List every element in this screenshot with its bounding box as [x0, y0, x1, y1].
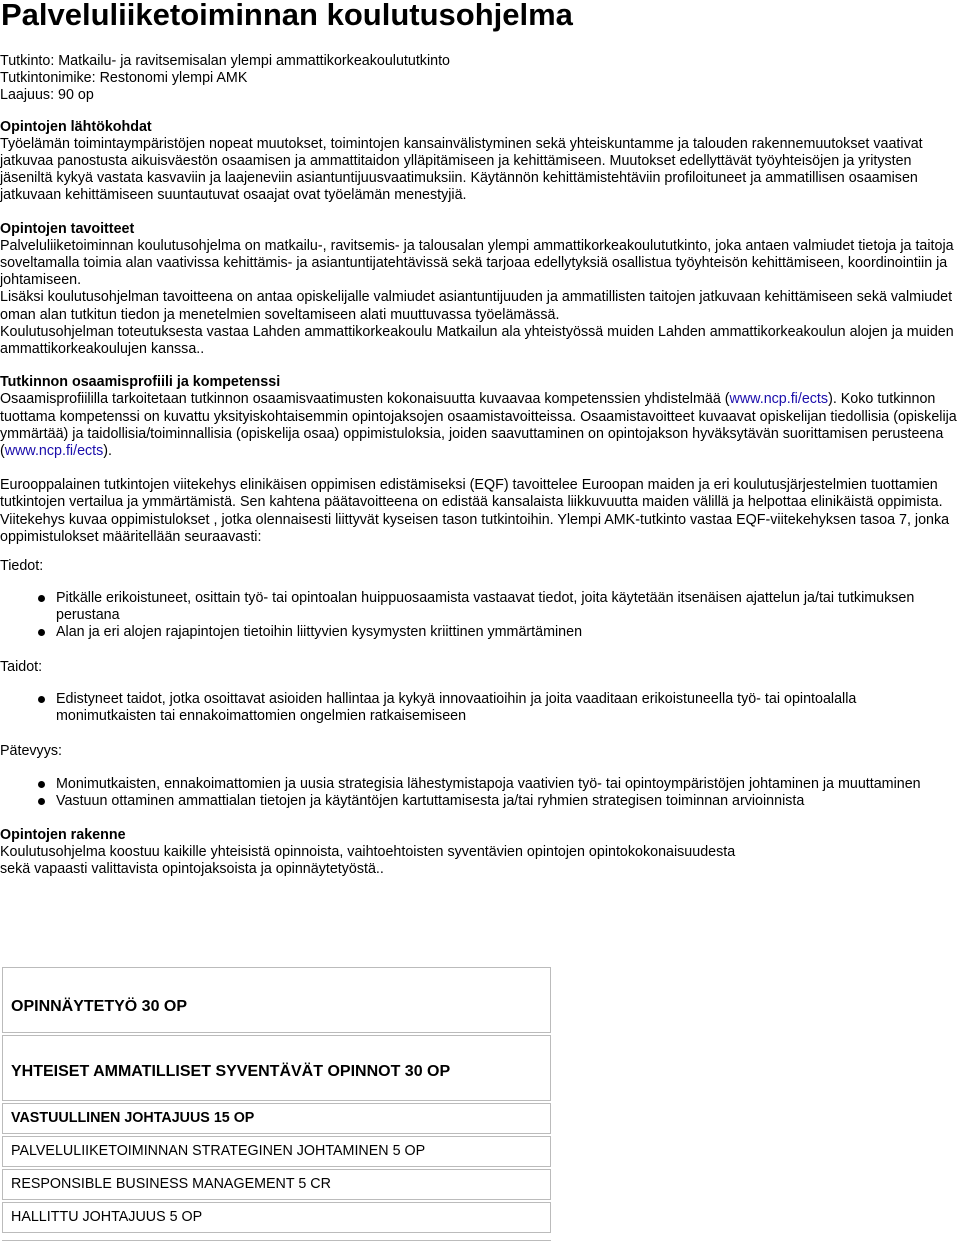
- list-item: Alan ja eri alojen rajapintojen tietoihin liittyvien kysymysten kriittinen ymmärtäminen: [0, 624, 958, 641]
- structure-line-2: sekä vapaasti valittavista opintojaksoista ja opinnäytetyöstä..: [0, 860, 384, 877]
- strategic-management-box: [2, 1136, 551, 1167]
- list-item: Vastuun ottaminen ammattialan tietojen ja käytäntöjen kartuttamisesta ja/tai ryhmien strategisen toiminnan arvioinnista: [0, 793, 958, 810]
- profile-text-c: ).: [103, 443, 113, 460]
- leadership-box: [2, 1103, 551, 1134]
- list-item: Monimutkaisten, ennakoimattomien ja uusia strategisia lähestymistapoja vaativien työ- tai opintoympäristöjen johtaminen ja muuttaminen: [0, 776, 958, 793]
- degree-name-line: Tutkintonimike: Restonomi ylempi AMK: [0, 70, 248, 87]
- leadership-label: VASTUULLINEN JOHTAJUUS 15 OP: [11, 1109, 255, 1126]
- thesis-box: [2, 967, 551, 1033]
- profile-paragraph-1: [0, 391, 958, 460]
- goals-heading: Opintojen tavoitteet: [0, 220, 135, 237]
- goals-section: [0, 221, 958, 359]
- goals-paragraph-3: Koulutusohjelman toteutuksesta vastaa Lahden ammattikorkeakoulu Matkailun ala yhteistyössä muiden Lahden ammattikorkeakoulun alojen ja muiden ammattikorkeakoulujen kanssa..: [0, 323, 954, 358]
- table-bottom-divider: [2, 1240, 551, 1241]
- managed-leadership-box: [2, 1202, 551, 1233]
- study-structure-table: [2, 967, 551, 1233]
- strategic-management-label: PALVELULIIKETOIMINNAN STRATEGINEN JOHTAMINEN 5 OP: [11, 1142, 426, 1159]
- document-body: [0, 53, 958, 878]
- competence-list: [0, 776, 958, 810]
- skills-label: Taidot:: [0, 658, 43, 675]
- competence-label: Pätevyys:: [0, 743, 62, 760]
- profile-section: [0, 374, 958, 546]
- responsible-business-box: [2, 1169, 551, 1200]
- list-item: Edistyneet taidot, jotka osoittavat asioiden hallintaa ja kykyä innovaatioihin ja joita vaaditaan erikoistuneella työ- tai opintoalalla monimutkaisten tai ennakoimattomien ongelmien ratkaisemiseen: [0, 691, 958, 725]
- starting-points-text: Työelämän toimintaympäristöjen nopeat muutokset, toimintojen kansainvälistyminen sekä yhteiskuntamme ja talouden rakennemuutokset vaativat jatkuvaa panostusta aikuisväestön osaamisen ja ammattitaidon ylläpitämiseen ja kehittämiseen. Muutokset edellyttävät työyhteisöjen ja yritysten jäseniltä kykyä vastata kasvaviin ja laajeneviin asiantuntijuusvaatimuksiin. Käytännön kehittämistehtäviin profiloituneet ja ammatillisen osaamisen jatkuvaan kehittämiseen suuntautuvat osaajat ovat työelämän menestyjiä.: [0, 135, 923, 204]
- degree-line: Tutkinto: Matkailu- ja ravitsemisalan ylempi ammattikorkeakoulututkinto: [0, 53, 450, 69]
- responsible-business-label: RESPONSIBLE BUSINESS MANAGEMENT 5 CR: [11, 1175, 331, 1192]
- page-title: Palveluliiketoiminnan koulutusohjelma: [1, 0, 573, 32]
- managed-leadership-label: HALLITTU JOHTAJUUS 5 OP: [11, 1208, 203, 1225]
- degree-meta: [0, 53, 958, 105]
- profile-text-a: Osaamisprofiililla tarkoitetaan tutkinnon osaamisvaatimusten kokonaisuutta kuvaavaa kompetenssien yhdistelmää (: [0, 391, 730, 408]
- skills-list: [0, 691, 958, 725]
- structure-heading: Opintojen rakenne: [0, 826, 126, 843]
- common-studies-box: [2, 1035, 551, 1101]
- starting-points-heading: Opintojen lähtökohdat: [0, 118, 152, 135]
- ects-link-1[interactable]: www.ncp.fi/ects: [729, 391, 829, 408]
- profile-heading: Tutkinnon osaamisprofiili ja kompetenssi: [0, 374, 281, 391]
- profile-paragraph-2: Eurooppalainen tutkintojen viitekehys elinikäisen oppimisen edistämiseksi (EQF) tavoittelee Euroopan maiden ja eri koulutusjärjestelmien tuottamien tutkintojen vertailua ja ymmärtämistä. Sen kahtena päätavoitteena on edistää kansalaista liikkuvuutta maiden välillä ja helpottaa elinikäistä oppimista. Viitekehys kuvaa oppimistulokset , jotka olennaisesti liittyvät kyseisen tason tutkintoihin. Ylempi AMK-tutkinto vastaa EQF-viitekehyksen tasoa 7, jonka oppimistulokset määritellään seuraavasti:: [0, 477, 950, 545]
- structure-section: [0, 827, 958, 879]
- ects-link-2[interactable]: www.ncp.fi/ects: [4, 443, 104, 460]
- goals-paragraph-2: Lisäksi koulutusohjelman tavoitteena on antaa opiskelijalle valmiudet asiantuntijuuden ja ammatillisten taitojen jatkuvaan kehittämiseen sekä valmiudet oman alan tutkitun tiedon ja menetelmien soveltamiseen alati muuttuvassa työelämässä.: [0, 289, 953, 323]
- starting-points-section: [0, 119, 958, 205]
- paragraph-gap: [0, 460, 958, 477]
- common-studies-label: YHTEISET AMMATILLISET SYVENTÄVÄT OPINNOT 30 OP: [11, 1063, 451, 1081]
- knowledge-label: Tiedot:: [0, 558, 44, 575]
- list-item: Pitkälle erikoistuneet, osittain työ- tai opintoalan huippuosaamista vastaavat tiedot, joita käytetään itsenäisen ajattelun ja/tai tutkimuksen perustana: [0, 590, 958, 624]
- thesis-label: OPINNÄYTETYÖ 30 OP: [11, 998, 188, 1016]
- scope-line: Laajuus: 90 op: [0, 87, 94, 104]
- profile-text-b: ). Koko tutkinnon tuottama kompetenssi on kuvattu yksityiskohtaisemmin opintojaksojen osaamistavoitteissa. Osaamistavoitteet kuvaavat opiskelijan tiedollisia (opiskelija ymmärtää) ja taidollisia/toiminnallisia (opiskelija osaa) oppimistuloksia, joiden saavuttaminen on opintojakson hyväksytävän suorittamisen perusteena (: [0, 391, 957, 460]
- knowledge-list: [0, 590, 958, 642]
- goals-paragraph-1: Palveluliiketoiminnan koulutusohjelma on matkailu-, ravitsemis- ja talousalan ylempi ammattikorkeakoulututkinto, joka antaen valmiudet tietoja ja taitoja soveltamalla toimia alan vaativissa kehittämis- ja asiantuntijatehtävissä sekä tarjoaa edellytyksiä osallistua työyhteisön kehittämiseen, koordinointiin ja johtamiseen.: [0, 237, 954, 289]
- structure-line-1: Koulutusohjelma koostuu kaikille yhteisistä opinnoista, vaihtoehtoisten syventävien opintojen opintokokonaisuudesta: [0, 843, 736, 860]
